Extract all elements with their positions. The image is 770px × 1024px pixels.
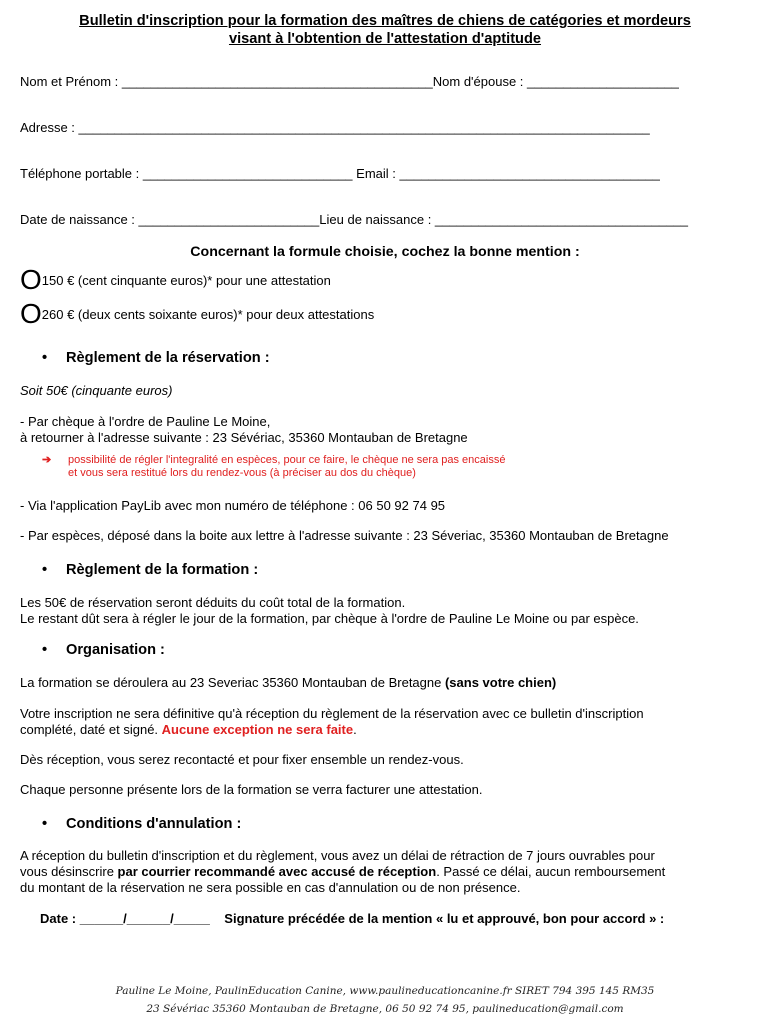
birthdate-field: Date de naissance : _________________________	[20, 212, 320, 227]
option-150-label: 150 € (cent cinquante euros)* pour une attestation	[41, 273, 331, 288]
bullet-icon: •	[42, 642, 48, 658]
especes-line: - Par espèces, déposé dans la boite aux lettre à l'adresse suivante : 23 Séveriac, 35360 Montauban de Bretagne	[20, 528, 669, 543]
registration-line-2	[20, 722, 740, 738]
reservation-heading: Règlement de la réservation :	[66, 350, 270, 366]
location-text: La formation se déroulera au 23 Severiac 35360 Montauban de Bretagne	[20, 675, 445, 690]
checkbox-circle-icon: O	[20, 264, 42, 295]
birthplace-field: Lieu de naissance : ___________________________________	[319, 212, 688, 227]
attestation-billing-line: Chaque personne présente lors de la formation se verra facturer une attestation.	[20, 782, 483, 797]
annulation-line-1: A réception du bulletin d'inscription et du règlement, vous avez un délai de rétraction de 7 jours ouvrables pour	[20, 848, 655, 863]
registered-mail-note: par courrier recommandé avec accusé de réception	[117, 864, 437, 879]
date-signature-line: Date : ______/______/_____ Signature précédée de la mention « lu et approuvé, bon pour accord » :	[40, 911, 665, 926]
footer-line-1: Pauline Le Moine, PaulinEducation Canine, www.paulineducationcanine.fr SIRET 794 395 145 RM35	[115, 985, 655, 997]
married-name-field: Nom d'épouse : _____________________	[432, 74, 679, 89]
email-field: Email : ____________________________________	[356, 166, 660, 181]
registration-line-1: Votre inscription ne sera définitive qu'à réception du règlement de la réservation avec ce bulletin d'inscription	[20, 706, 644, 721]
annulation-line-2	[20, 864, 760, 880]
bullet-icon: •	[42, 816, 48, 832]
without-dog-note: (sans votre chien)	[444, 675, 557, 690]
bullet-icon: •	[42, 350, 48, 366]
formation-line-1: Les 50€ de réservation seront déduits du coût total de la formation.	[20, 595, 406, 610]
organisation-registration	[20, 706, 740, 738]
name-field-row	[20, 74, 679, 90]
phone-email-row	[20, 166, 660, 182]
title-line-2: visant à l'obtention de l'attestation d'aptitude	[228, 31, 542, 47]
paylib-line: - Via l'application PayLib avec mon numéro de téléphone : 06 50 92 74 95	[20, 498, 446, 513]
annulation-heading: Conditions d'annulation :	[66, 816, 242, 832]
registration-period: .	[353, 722, 357, 737]
bullet-icon: •	[42, 562, 48, 578]
cheque-instructions	[20, 414, 740, 446]
address-field: Adresse : _______________________________________________________________________________	[20, 120, 650, 135]
cheque-line-2: à retourner à l'adresse suivante : 23 Sévériac, 35360 Montauban de Bretagne	[20, 430, 468, 445]
formation-line-2: Le restant dût sera à régler le jour de la formation, par chèque à l'ordre de Pauline Le Moine ou par espèce.	[20, 611, 639, 626]
birth-row	[20, 212, 688, 228]
cheque-line-1: - Par chèque à l'ordre de Pauline Le Moine,	[20, 414, 271, 429]
checkbox-circle-icon: O	[20, 298, 42, 329]
annulation-text	[20, 848, 760, 896]
registration-line-2-text: complété, daté et signé.	[20, 722, 162, 737]
choice-heading: Concernant la formule choisie, cochez la bonne mention :	[190, 244, 580, 260]
formation-text	[20, 595, 740, 627]
organisation-heading: Organisation :	[66, 642, 165, 658]
annulation-line-2-start: vous désinscrire	[20, 864, 118, 879]
formation-heading: Règlement de la formation :	[66, 562, 259, 578]
organisation-location	[20, 675, 740, 691]
recontact-line: Dès réception, vous serez recontacté et pour fixer ensemble un rendez-vous.	[20, 752, 464, 767]
no-exception-warning: Aucune exception ne sera faite	[161, 722, 354, 737]
option-150	[20, 266, 331, 294]
note-line-2: et vous sera restitué lors du rendez-vous (à préciser au dos du chèque)	[68, 467, 416, 479]
cash-note	[42, 454, 692, 480]
footer-line-2: 23 Sévériac 35360 Montauban de Bretagne, 06 50 92 74 95, paulineducation@gmail.com	[146, 1003, 624, 1015]
reservation-amount: Soit 50€ (cinquante euros)	[20, 383, 173, 398]
name-field: Nom et Prénom : ___________________________________________	[20, 74, 433, 89]
note-line-1: possibilité de régler l'integralité en espèces, pour ce faire, le chèque ne sera pas encaissé	[68, 454, 506, 466]
phone-field: Téléphone portable : _____________________________	[20, 166, 353, 181]
annulation-line-2-end: . Passé ce délai, aucun remboursement	[436, 864, 666, 879]
annulation-line-3: du montant de la réservation ne sera possible en cas d'annulation ou de non présence.	[20, 880, 521, 895]
arrow-right-icon: ➔	[42, 454, 52, 466]
title-line-1: Bulletin d'inscription pour la formation des maîtres de chiens de catégories et mordeurs	[79, 13, 691, 29]
option-260-label: 260 € (deux cents soixante euros)* pour deux attestations	[41, 307, 375, 322]
document-title	[20, 12, 750, 48]
option-260	[20, 300, 374, 328]
